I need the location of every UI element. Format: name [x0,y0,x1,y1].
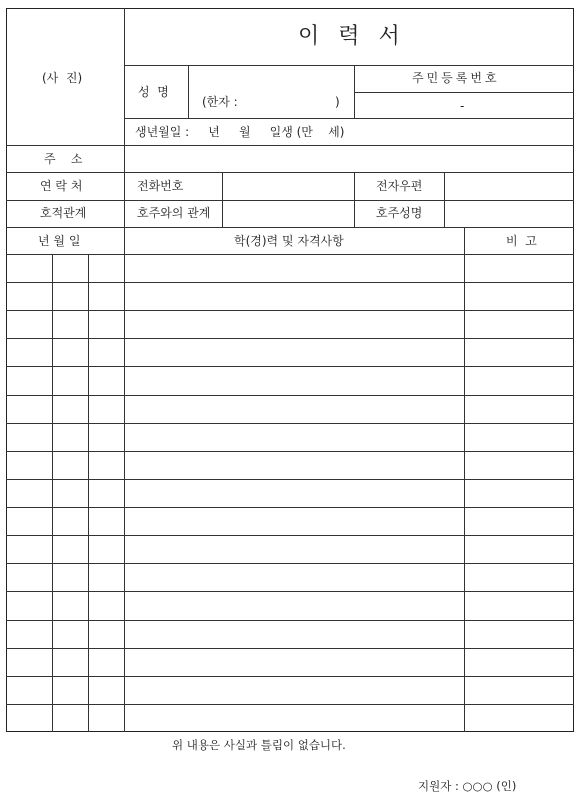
table-row-line [6,366,574,367]
table-row-line [6,310,574,311]
table-row-line [6,423,574,424]
table-row-line [6,479,574,480]
table-row-line [6,704,574,705]
table-row-line [6,338,574,339]
family-label: 호적관계 [40,206,87,220]
table-row-line [6,591,574,592]
footer-statement: 위 내용은 사실과 틀림이 없습니다. [172,738,346,752]
form-border [6,8,574,732]
footer-signer: 지원자 : ○○○ (인) [418,779,517,793]
name-label: 성 명 [138,85,169,99]
table-row-line [6,451,574,452]
col-note-header: 비 고 [506,234,537,248]
birth-line: 생년월일 : 년 월 일생 (만 세) [135,125,345,139]
table-row-line [6,620,574,621]
head-name-label: 호주성명 [376,206,423,220]
col-history-header: 학(경)력 및 자격사항 [234,234,344,248]
form-title: 이 력 서 [298,24,406,49]
col-date-header: 년 월 일 [38,234,81,248]
photo-label: (사 진) [42,71,83,85]
hanja-close: ) [335,95,340,109]
rrn-dash: - [460,99,465,113]
table-row-line [6,676,574,677]
table-row-line [6,282,574,283]
email-label: 전자우편 [376,179,423,193]
phone-label: 전화번호 [137,179,184,193]
table-row-line [6,535,574,536]
table-row-line [6,563,574,564]
table-row-line [6,648,574,649]
contact-label: 연 락 처 [40,179,83,193]
hanja-label: (한자 : [202,95,238,109]
table-row-line [6,507,574,508]
rrn-label: 주민등록번호 [412,71,500,85]
head-relation-label: 호주와의 관계 [137,206,211,220]
address-label: 주 소 [44,152,83,166]
table-row-line [6,395,574,396]
